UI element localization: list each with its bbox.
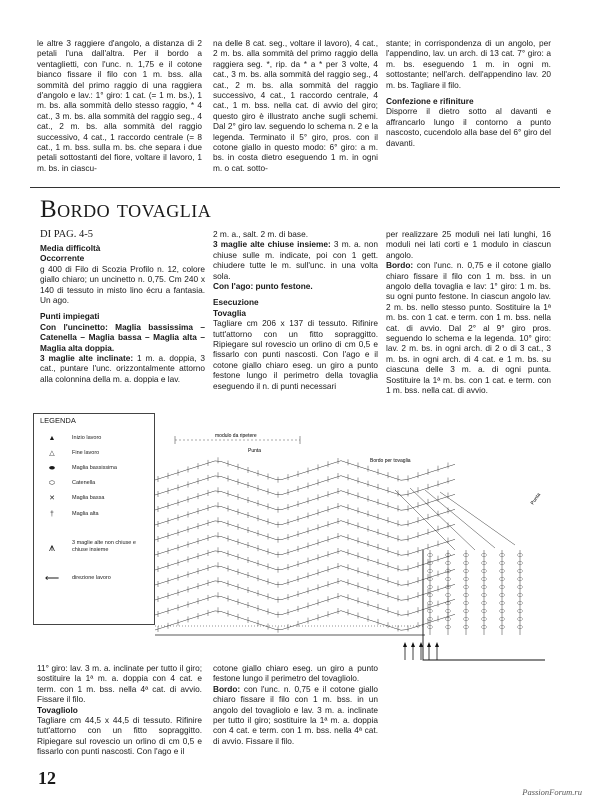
legend-label: Maglia bassissima [72,465,117,471]
stitch-name: 3 maglie alte inclinate: [40,353,134,364]
arrow-head [403,642,407,647]
article-column-1 [40,243,205,384]
legend-item [38,464,150,474]
paragraph: per realizzare 25 moduli nei lati lunghi, 16 moduli nei lati corti e 1 modulo in ciascun angolo. [386,229,551,260]
legend-item [38,574,150,584]
stitch-list: Con l'uncinetto: Maglia bassissima – Catenella – Maglia bassa – Maglia alta – Maglia alta doppia. [40,321,205,353]
paragraph: cotone giallo chiaro eseg. un giro a punto festone lungo il perimetro del tovagliolo. [213,663,378,684]
section-divider [30,187,560,188]
section-heading: Tovaglia [213,307,247,318]
legend-item [38,494,150,504]
direction-arrow-icon: ⟵ [44,573,60,584]
corner-diagonal [395,488,515,550]
legend-label: Catenella [72,480,96,486]
section-heading: Tovagliolo [37,704,78,715]
stitch-name: 3 maglie alte chiuse insieme: [213,239,331,250]
article-column-3 [386,229,551,396]
legend-label: Inizio lavoro [72,435,102,441]
paragraph: con l'unc. n. 0,75 e il cotone giallo chiaro fissare il filo con 1 m. bss. in un angolo del tovagliolo e lav. 3 m. a. inclinate per tutto il giro; sostituire la 1ª m. a. doppia con 4 cat. e term. con 1 m. bss. nella 4ª cat. di avvio. Fissare il filo. [213,683,378,746]
arrow-head [411,642,415,647]
difficulty-label: Media difficoltà [40,243,101,253]
arrow-head [435,642,439,647]
continued-text-column-2 [213,38,378,173]
paragraph: Disporre il dietro sotto al davanti e affrancarlo lungo il contorno a punto nascosto, cucendolo alla base del 6° giro del davanti. [386,106,551,148]
paragraph: le altre 3 raggiere d'angolo, a distanza di 2 petali l'una dall'altra. Per il bordo a ventaglietti, con l'unc. n. 1,75 e il cotone bianco fissare il filo con 1 m. bss. alla sommità del primo raggio di una raggiera d'angolo e lav.: 1° giro: 1 cat. (= 1 m. bs.), 1 m. bs. alla sommità dello stesso raggio, * 4 cat., 3 m. bs. alla sommità del raggio seg., 4 cat., 2 m. bs. alla sommità del raggio successivo, 4 cat., 1 raccordo centrale (= 8 cat., 1 m. bss. sulla m. bs. che separa i due petali sottostanti del fiore, voltare il lavoro, 1 m. bs. in ciascu- [37,38,202,173]
slip-stitch-icon: ⬬ [49,465,55,472]
legend-item [38,539,150,561]
bottom-column-1 [37,663,202,757]
legend-item [38,449,150,459]
legend-title: LEGENDA [40,416,76,425]
tip-label: Punta [248,448,262,454]
paragraph: 2 m. a., salt. 2 m. di base. [213,229,308,239]
paragraph: 11° giro: lav. 3 m. a. inclinate per tutto il giro; sostituire la 1ª m. a. doppia con 4 cat. e term. con 1 m. bss. nella 4ª cat. di avvio. Fissare il filo. [37,663,202,705]
stitch-name: Con l'ago: punto festone. [213,281,313,292]
watermark: PassionForum.ru [522,787,582,797]
legend-box [33,413,155,625]
legend-label: Maglia alta [72,511,99,517]
arrow-head [419,642,423,647]
section-heading: Confezione e rifiniture [386,96,474,107]
border-label: Bordo per tovaglia [370,458,411,464]
paragraph: 1 m. a. doppia, 3 cat., puntare l'unc. orizzontalmente attorno alla colonnina della m. a. doppia e lav. [40,353,206,384]
chart-corner [395,488,545,660]
legend-label: direzione lavoro [72,575,111,581]
paragraph: stante; in corrispondenza di un angolo, per l'appendino, lav. un arch. di 13 cat. 7° giro: a m. bs. eseguendo 1 m. in ogni m. sottostante; nell'arch. dell'appendino lav. 20 m. bs. Tagliare il filo. [386,38,551,90]
legend-item [38,479,150,489]
article-column-2 [213,229,378,391]
paragraph: Tagliare cm 206 x 137 di tessuto. Rifinire tutt'attorno con un fitto sopraggitto. Ripiegare sul rovescio un orlino di cm 0,5 e fissarlo con punti nascosti. Con l'ago e il cotone giallo chiaro eseg. un giro a punto festone lungo il perimetro della tovaglia eseguendo il n. di punti necessari [213,318,378,391]
legend-label: 3 maglie alte non chiuse e chiuse insieme [72,540,136,553]
start-icon: ▲ [48,435,56,442]
legend-item [38,434,150,444]
continued-text-column-1 [37,38,202,173]
paragraph: Tagliare cm 44,5 x 44,5 di tessuto. Rifinire tutt'attorno con un fitto sopraggitto. Ripiegare sul rovescio un orlino di cm 0,5 e fissarlo con punti nascosti. Con l'ago e il [37,715,202,757]
legend-label: Fine lavoro [72,450,100,456]
chart-rows [155,457,455,635]
arrow-head [427,642,431,647]
section-heading: Punti impiegati [40,311,100,322]
end-icon: △ [49,450,55,457]
single-crochet-icon: ✕ [49,495,55,502]
double-crochet-icon: † [50,511,54,518]
chain-icon: ⬭ [49,480,55,487]
page-number: 12 [38,768,56,788]
legend-label: Maglia bassa [72,495,105,501]
legend-item [38,510,150,520]
tip-label: Punta [529,491,543,507]
cluster-icon: ⩚ [48,542,56,554]
paragraph: con l'unc. n. 0,75 e il cotone giallo chiaro fissare il filo con 1 m. bss. in un angolo della tovaglia e lav: 1° giro: 1 m. bs. su ogni punto festone. In ciascun angolo lav. 2 m. bs. nello stesso punto. Sostituire la 1ª m. bs. con 1 cat. e term. con 1 m. bss. nella cat. di avvio. Dal 2° al 9° giro pros. seguendo lo schema e la legenda. 10° giro: lav. 2 m. bs. in ogni arch. di 2 o di 3 cat., 3 m. bs. in ogni arch. di 4 cat. e 1 m. bs. su ciascuna delle 3 m. a. di ogni punta. Sostituire la 1ª m. bs. con 1 cat. e term. con 1 m. bss. nella cat. di avvio. [386,260,551,396]
paragraph: na delle 8 cat. seg., voltare il lavoro), 4 cat., 2 m. bs. alla sommità del primo raggio della raggiera seg. *, rip. da * a * per 3 volte, 4 cat., 3 m. bs. alla sommità del raggio seg., 4 cat., 2 m. bs. alla sommità del raggio successivo, 4 cat., 1 raccordo centrale, 4 cat., 1 m. bss. nella cat. di avvio del giro; questo giro è illustrato anche sugli schemi. Dal 2° giro lav. seguendo lo schema n. 2 e la legenda. Terminato il 5° giro, pros. con il cotone giallo in questo modo: 6° giro: a m. bs. in costa dietro eseguendo 1 m. in ogni m. o cat. sotto- [213,38,378,173]
continued-text-column-3 [386,38,551,148]
article-subtitle: DI PAG. 4-5 [40,229,93,240]
section-heading: Bordo: [213,683,241,694]
paragraph: g 400 di Filo di Scozia Profilo n. 12, colore giallo chiaro; un uncinetto n. 0,75. Cm 240 x 140 di tessuto in misto lino écru a fantasia. Un ago. [40,263,205,306]
direction-arrows [403,642,439,660]
section-heading: Bordo: [386,260,414,271]
module-label: modulo da ripetere [215,433,257,439]
article-title: Bordo tovaglia [40,196,212,223]
crochet-chart [155,430,555,665]
section-heading: Occorrente [40,253,85,264]
paragraph: 3 m. a. non chiuse sulle m. indicate, poi con 1 gett. chiudere tutte le m. sull'unc. in una volta sola. [213,239,378,281]
bottom-column-2 [213,663,378,746]
section-heading: Esecuzione [213,297,259,308]
